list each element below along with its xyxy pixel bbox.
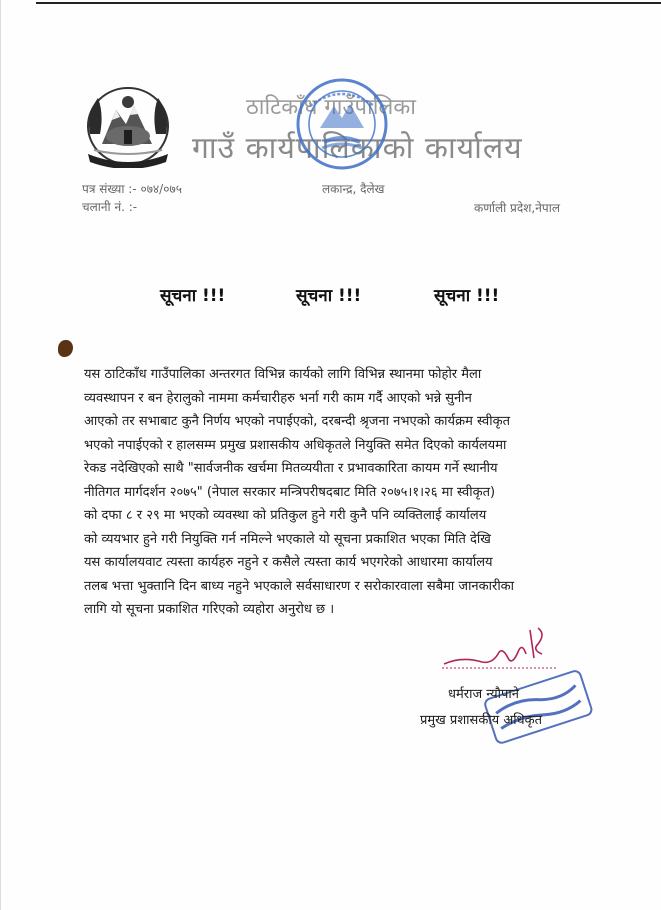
office-title: गाउँ कार्यपालिकाको कार्यालय	[192, 131, 523, 166]
notice-heading-1: सूचना !!!	[160, 286, 226, 306]
reference-number: पत्र संख्या :- ०७४/०७५	[82, 182, 182, 196]
body-line: यस कार्यालयवाट त्यस्ता कार्यहरु नहुने र कसैले त्यस्ता कार्य भएगरेको आधारमा कार्यालय	[84, 555, 493, 570]
body-line: यस ठाटिकाँध गाउँपालिका अन्तरगत विभिन्न कार्यको लागि विभिन्न स्थानमा फोहोर मैला	[84, 367, 482, 382]
body-line: तलब भत्ता भुक्तानि दिन बाध्य नहुने भएकाले सर्वसाधारण र सरोकारवाला सबैमा जानकारीका	[84, 578, 515, 594]
dispatch-number: चलानी नं. :-	[82, 200, 138, 214]
body-line: लागि यो सूचना प्रकाशित गरिएको व्यहोरा अनुरोध छ ।	[84, 602, 335, 617]
province-country: कर्णाली प्रदेश,नेपाल	[474, 201, 560, 215]
top-border-line	[36, 2, 661, 4]
signer-name: धर्मराज न्यौपाने	[448, 687, 519, 702]
notice-body	[84, 363, 584, 622]
body-line: को व्ययभार हुने गरी नियुक्ति गर्न नमिल्ने भएकाले यो सूचना प्रकाशित भएका मिति देखि	[84, 531, 491, 547]
left-border-line	[0, 0, 1, 910]
body-line: नीतिगत मार्गदर्शन २०७५" (नेपाल सरकार मन्त्रिपरीषदबाट मिति २०७५।१।२६ मा स्वीकृत)	[84, 484, 496, 500]
ink-blot-mark	[58, 340, 73, 357]
body-line: व्यवस्थापन र बन हेरालुको नाममा कर्मचारीहरु भर्ना गरी काम गर्दै आएको भन्ने सुनीन	[84, 390, 472, 406]
body-line: रेकड नदेखिएको साथै "सार्वजनीक खर्चमा मितव्ययीता र प्रभावकारिता कायम गर्ने स्थानीय	[84, 461, 498, 476]
signer-title: प्रमुख प्रशासकीय अधिकृत	[420, 713, 543, 728]
municipality-stamp-icon	[294, 76, 390, 172]
nepal-emblem-icon	[80, 84, 176, 168]
notice-heading-3: सूचना !!!	[434, 286, 500, 306]
office-location: लकान्द्र, दैलेख	[322, 182, 385, 196]
office-name: ठाटिकाँध गाउँपालिका	[246, 95, 416, 120]
notice-heading-2: सूचना !!!	[296, 286, 362, 306]
body-line: आएको तर सभाबाट कुनै निर्णय भएको नपाईएको, दरबन्दी श्रृजना नभएको कार्यक्रम स्वीकृत	[84, 414, 511, 429]
officer-stamp-icon	[478, 664, 598, 748]
body-line: को दफा ८ र २९ मा भएको व्यवस्था को प्रतिकुल हुने गरी कुनै पनि व्यक्तिलाई कार्यालय	[84, 508, 487, 523]
body-line: भएको नपाईएको र हालसम्म प्रमुख प्रशासकीय अधिकृतले नियुक्ति समेत दिएको कार्यलयमा	[84, 437, 507, 453]
